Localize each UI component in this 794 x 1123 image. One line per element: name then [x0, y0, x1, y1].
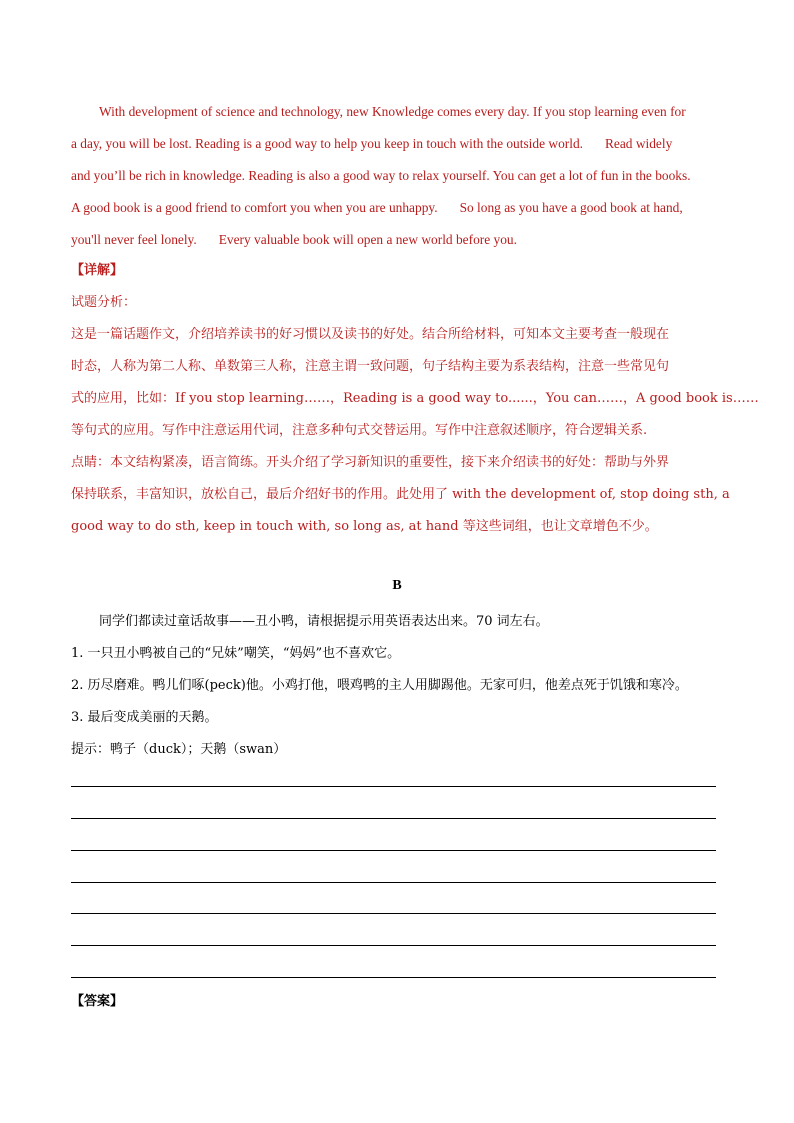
detail-line-5: 点睛：本文结构紧凑，语言简练。开头介绍了学习新知识的重要性，接下来介绍读书的好处：帮助与外界 — [71, 455, 670, 470]
passage-line-1: With development of science and technology, new Knowledge comes every day. If you stop learning even for — [99, 104, 686, 119]
detail-line-3: 式的应用，比如：If you stop learning……，Reading is a good way to......，You can……，A good book is…… — [71, 391, 759, 406]
passage-line-2 — [71, 134, 672, 154]
passage-line-2-main: a day, you will be lost. Reading is a good way to help you keep in touch with the outside world. — [71, 136, 583, 151]
writing-line[interactable] — [71, 786, 716, 787]
section-prompt: 同学们都读过童话故事——丑小鸭，请根据提示用英语表达出来。70 词左右。 — [99, 614, 549, 629]
passage-line-5 — [71, 230, 517, 250]
passage-line-5-main: you'll never feel lonely. — [71, 232, 197, 247]
writing-line[interactable] — [71, 818, 716, 819]
detail-label: 【详解】 — [71, 263, 124, 278]
writing-line[interactable] — [71, 977, 716, 978]
section-heading: B — [392, 578, 402, 593]
passage-line-3: and you’ll be rich in knowledge. Reading is also a good way to relax yourself. You can get a lot of fun in the books. — [71, 168, 691, 183]
detail-line-6: 保持联系，丰富知识，放松自己，最后介绍好书的作用。此处用了 with the development of, stop doing sth, a — [71, 487, 730, 502]
writing-line[interactable] — [71, 882, 716, 883]
detail-line-1: 这是一篇话题作文，介绍培养读书的好习惯以及读书的好处。结合所给材料，可知本文主要考查一般现在 — [71, 327, 670, 342]
prompt-point-3: 3. 最后变成美丽的天鹅。 — [71, 710, 218, 725]
detail-line-4: 等句式的应用。写作中注意运用代词，注意多种句式交替运用。写作中注意叙述顺序，符合逻辑关系. — [71, 423, 648, 438]
passage-line-4-tail: So long as you have a good book at hand, — [459, 200, 683, 215]
passage-line-4 — [71, 198, 683, 218]
prompt-point-2: 2. 历尽磨难。鸭儿们啄(peck)他。小鸡打他，喂鸡鸭的主人用脚踢他。无家可归，他差点死于饥饿和寒冷。 — [71, 678, 688, 693]
answer-label: 【答案】 — [71, 994, 124, 1009]
passage-line-5-tail: Every valuable book will open a new world before you. — [218, 232, 517, 247]
passage-line-4-main: A good book is a good friend to comfort you when you are unhappy. — [71, 200, 438, 215]
passage-line-2-tail: Read widely — [604, 136, 673, 151]
prompt-point-1: 1. 一只丑小鸭被自己的“兄妹”嘲笑，“妈妈”也不喜欢它。 — [71, 646, 401, 661]
writing-line[interactable] — [71, 850, 716, 851]
detail-subtitle: 试题分析： — [71, 295, 137, 310]
detail-line-7: good way to do sth, keep in touch with, so long as, at hand 等这些词组，也让文章增色不少。 — [71, 519, 658, 534]
writing-line[interactable] — [71, 945, 716, 946]
vocab-hint: 提示：鸭子（duck）；天鹅（swan） — [71, 742, 287, 757]
writing-line[interactable] — [71, 913, 716, 914]
detail-line-2: 时态，人称为第二人称、单数第三人称，注意主谓一致问题，句子结构主要为系表结构，注意一些常见句 — [71, 359, 670, 374]
